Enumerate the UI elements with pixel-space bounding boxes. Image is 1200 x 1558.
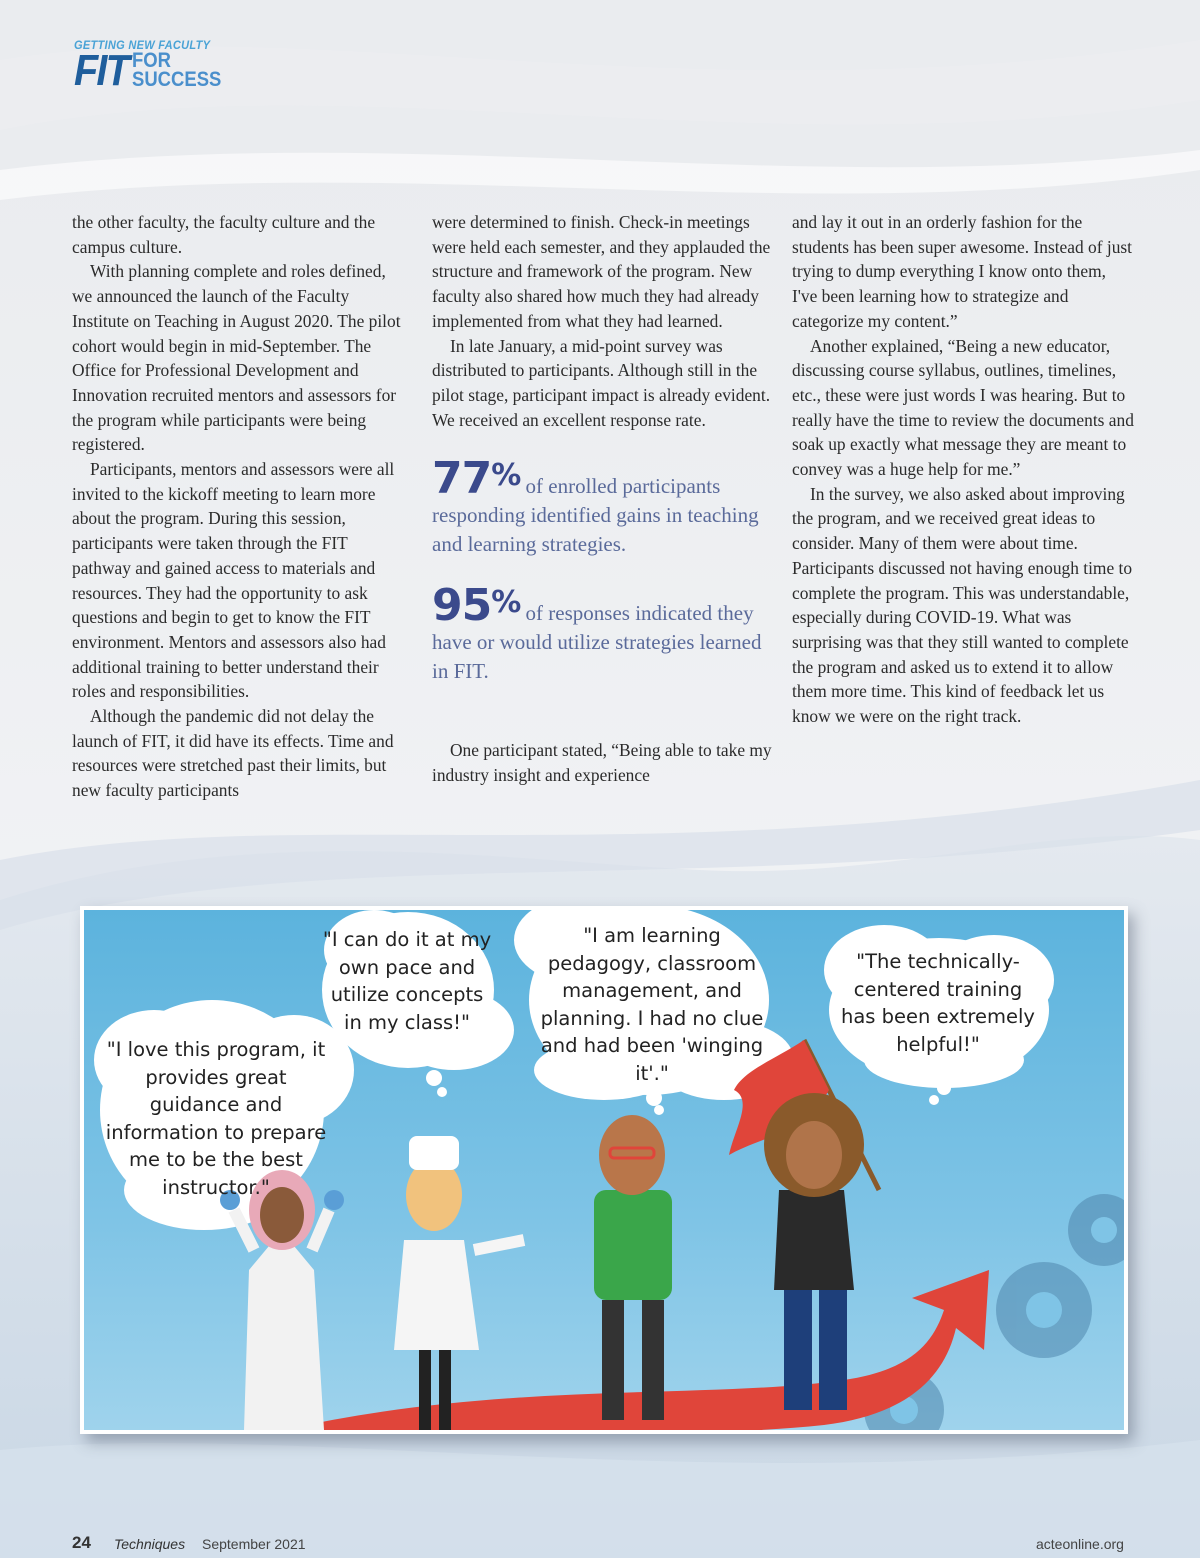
- paragraph: In late January, a mid-point survey was distributed to participants. Although still in the pilot stage, participant impact is already evident. We received an excellent response rate.: [432, 335, 771, 430]
- issue-date: September 2021: [202, 1536, 306, 1552]
- page-number: 24: [72, 1533, 91, 1552]
- stat-text: of responses indicated they have or would utilize strategies learned in FIT.: [432, 601, 762, 684]
- logo-success: SUCCESS: [131, 68, 222, 91]
- speech-bubble-1: "I love this program, it provides great guidance and information to prepare me to be the best instructor.": [105, 1038, 327, 1199]
- stat-text: of enrolled participants responding identified gains in teaching and learning strategies.: [432, 474, 759, 557]
- paragraph: and lay it out in an orderly fashion for the students has been super awesome. Instead of just trying to dump everything I know onto them, I've been learning how to strategize and categorize my content.”: [792, 212, 1133, 331]
- text-column-1: [72, 210, 408, 803]
- character-leader: [764, 1093, 864, 1410]
- magazine-name: Techniques: [114, 1536, 186, 1552]
- website-link[interactable]: acteonline.org: [1036, 1536, 1124, 1552]
- paragraph: the other faculty, the faculty culture and the campus culture.: [72, 212, 376, 257]
- paragraph: were determined to finish. Check-in meetings were held each semester, and they applauded the structure and framework of the program. New faculty also shared how much they had already implemented from what they had learned.: [432, 212, 771, 331]
- testimonial-illustration: [80, 906, 1128, 1434]
- text-column-2: [432, 210, 774, 788]
- logo-fit: FIT: [74, 46, 128, 95]
- stat-callout-77: [432, 453, 774, 559]
- character-chef: [394, 1136, 524, 1430]
- stat-callout-95: [432, 580, 774, 686]
- character-teacher: [594, 1115, 672, 1420]
- paragraph: Although the pandemic did not delay the launch of FIT, it did have its effects. Time and resources were stretched past their limits, but new faculty participants: [72, 706, 394, 801]
- paragraph: With planning complete and roles defined, we announced the launch of the Faculty Institute on Teaching in August 2020. The pilot cohort would begin in mid-September. The Office for Professional Development and Innovation recruited mentors and assessors for the program while participants were being registered.: [72, 261, 401, 455]
- speech-bubble-4: "The technically-centered training has been extremely helpful!": [841, 950, 1035, 1056]
- stat-number: 77%: [432, 453, 521, 505]
- speech-bubble-2: "I can do it at my own pace and utilize concepts in my class!": [322, 928, 492, 1034]
- logo-for: FOR: [131, 49, 171, 72]
- paragraph: In the survey, we also asked about improving the program, and we received great ideas to consider. Many of them were about time. Participants discussed not having enough time to complete the program. This was understandable, especially during COVID-19. What was surprising was that they still wanted to complete the program and asked us to extend it to allow them more time. This kind of feedback let us know we were on the right track.: [792, 483, 1133, 727]
- text-column-3: [792, 210, 1134, 729]
- paragraph: Participants, mentors and assessors were all invited to the kickoff meeting to learn more about the program. During this session, participants were taken through the FIT pathway and gained access to materials and resources. They had the opportunity to ask questions and begin to get to know the FIT environment. Mentors and assessors also had additional training to better understand their roles and responsibilities.: [72, 459, 395, 702]
- speech-bubble-3: "I am learning pedagogy, classroom management, and planning. I had no clue and had been 'winging it'.": [540, 924, 764, 1085]
- stat-number: 95%: [432, 580, 521, 632]
- logo-kicker: GETTING NEW FACULTY: [74, 38, 211, 52]
- character-scientist: [220, 1170, 344, 1430]
- paragraph: One participant stated, “Being able to take my industry insight and experience: [432, 740, 772, 786]
- fit-logo: [74, 38, 234, 95]
- paragraph: Another explained, “Being a new educator, discussing course syllabus, outlines, timelines, etc., these were just words I was hearing. But to really have the time to review the documents and soak up exactly what message they are meant to convey was a huge help for me.”: [792, 335, 1134, 480]
